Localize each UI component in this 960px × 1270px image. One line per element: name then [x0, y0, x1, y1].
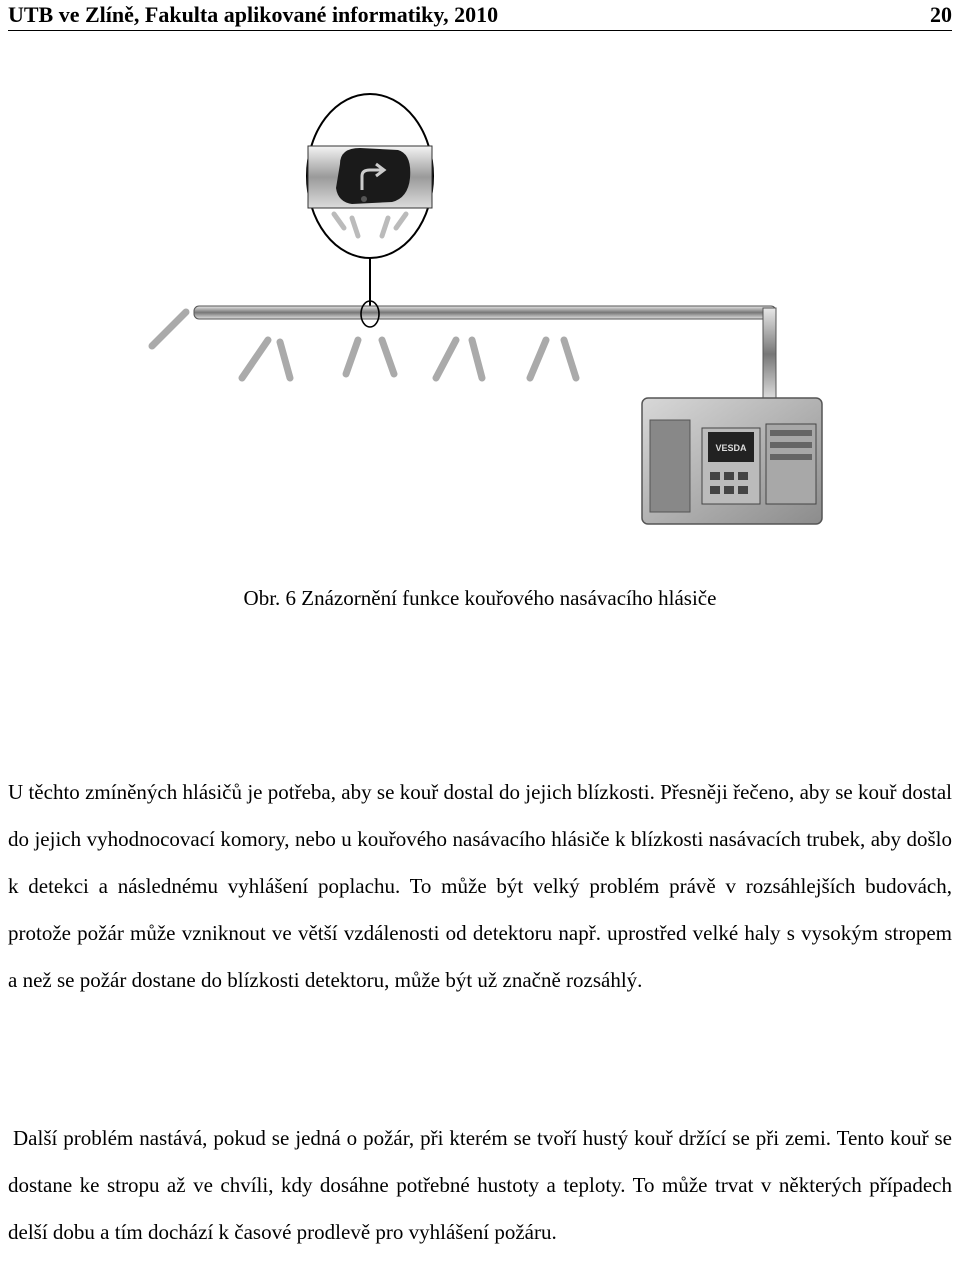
- smoke-airflow-arrows: [152, 312, 576, 378]
- page-number: 20: [930, 2, 952, 27]
- device-label: VESDA: [715, 443, 747, 453]
- aspirating-detector-figure: [130, 78, 830, 556]
- paragraph-2: Další problém nastává, pokud se jedná o požár, při kterém se tvoří hustý kouř držící se při zemi. Tento kouř se dostane ke stropu až ve chvíli, kdy dosáhne potřebné hustoty a teploty. To může trvat v některých případech delší dobu a tím dochází k časové prodlevě pro vyhlášení požáru.: [8, 1126, 952, 1244]
- paragraph-1: U těchto zmíněných hlásičů je potřeba, aby se kouř dostal do jejich blízkosti. Přesněji řečeno, aby se kouř dostal do jejich vyhodnocovací komory, nebo u kouřového nasávacího hlásiče k blízkosti nasávacích trubek, aby došlo k detekci a následnému vyhlášení poplachu. To může být velký problém právě v rozsáhlejších budovách, protože požár může vzniknout ve větší vzdálenosti od detektoru např. uprostřed velké haly s vysokým stropem a než se požár dostane do blízkosti detektoru, může být už značně rozsáhlý.: [8, 780, 952, 992]
- header-title: UTB ve Zlíně, Fakulta aplikované informatiky, 2010: [8, 2, 499, 27]
- detector-unit: [642, 398, 822, 524]
- figure-caption: Obr. 6 Znázornění funkce kouřového nasávacího hlásiče: [243, 586, 717, 610]
- page-header: [8, 0, 952, 31]
- magnified-sampling-hole: [307, 94, 433, 306]
- figure-illustration: [130, 78, 830, 556]
